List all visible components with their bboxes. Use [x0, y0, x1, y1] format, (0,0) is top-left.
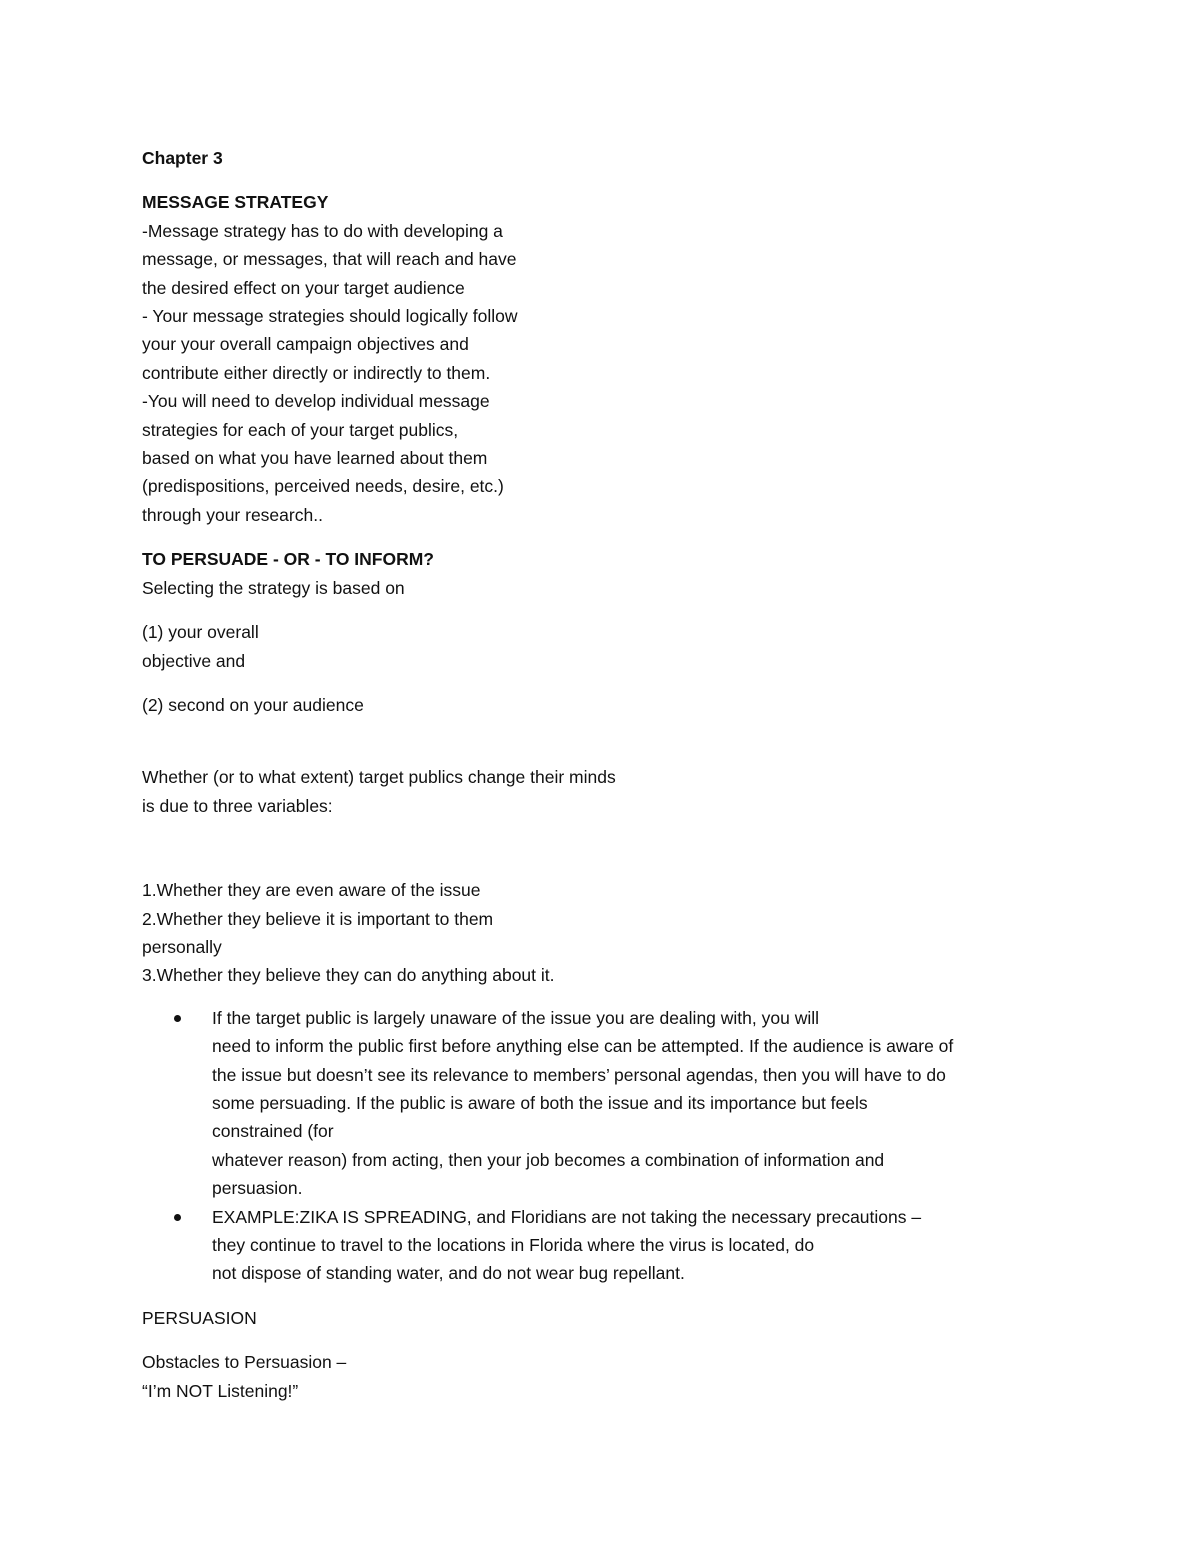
numbered-item: 2.Whether they believe it is important to them [142, 908, 494, 929]
body-line: constrained (for [212, 1121, 334, 1142]
numbered-item: 3.Whether they believe they can do anything about it. [142, 965, 555, 986]
numbered-item: (1) your overall [142, 622, 259, 643]
body-line: EXAMPLE:ZIKA IS SPREADING, and Floridians are not taking the necessary precautions – [212, 1206, 922, 1227]
body-line: the issue but doesn’t see its relevance to members’ personal agendas, then you will have to do [212, 1064, 946, 1085]
body-line: persuasion. [212, 1178, 303, 1199]
body-line: your your overall campaign objectives and [142, 334, 469, 355]
persuade-or-inform-section [142, 545, 1062, 719]
variables-section [142, 763, 1062, 989]
bullet-item [142, 1004, 1062, 1203]
body-line: contribute either directly or indirectly to them. [142, 362, 491, 383]
body-line: strategies for each of your target publics, [142, 419, 459, 440]
body-line: -You will need to develop individual message [142, 391, 490, 412]
numbered-item-continuation: objective and [142, 650, 246, 671]
section-heading: TO PERSUADE - OR - TO INFORM? [142, 549, 434, 570]
section-heading: MESSAGE STRATEGY [142, 192, 329, 213]
body-line: “I’m NOT Listening!” [142, 1380, 299, 1401]
bullet-icon [174, 1214, 181, 1221]
numbered-item: 1.Whether they are even aware of the issue [142, 880, 481, 901]
body-line: some persuading. If the public is aware of both the issue and its importance but feels [212, 1092, 868, 1113]
body-line: If the target public is largely unaware of the issue you are dealing with, you will [212, 1007, 819, 1028]
persuasion-section [142, 1304, 1062, 1405]
body-line: Obstacles to Persuasion – [142, 1352, 347, 1373]
body-line: need to inform the public first before anything else can be attempted. If the audience is aware of [212, 1036, 954, 1057]
bullet-item [142, 1203, 1062, 1288]
body-line: message, or messages, that will reach and have [142, 249, 517, 270]
body-line: the desired effect on your target audience [142, 277, 465, 298]
document-body [142, 144, 1062, 1405]
body-line: based on what you have learned about them [142, 448, 488, 469]
numbered-item: (2) second on your audience [142, 694, 364, 715]
numbered-item-continuation: personally [142, 936, 222, 957]
body-line: (predispositions, perceived needs, desire, etc.) [142, 476, 504, 497]
body-line: whatever reason) from acting, then your job becomes a combination of information and [212, 1149, 885, 1170]
chapter-title: Chapter 3 [142, 148, 223, 168]
body-line: is due to three variables: [142, 795, 333, 816]
bullet-list [142, 1004, 1062, 1288]
body-line: -Message strategy has to do with developing a [142, 220, 503, 241]
body-line: - Your message strategies should logically follow [142, 306, 518, 327]
body-line: through your research.. [142, 504, 323, 525]
section-heading: PERSUASION [142, 1307, 257, 1328]
body-line: Selecting the strategy is based on [142, 577, 405, 598]
bullet-icon [174, 1015, 181, 1022]
message-strategy-section [142, 188, 1062, 529]
body-line: not dispose of standing water, and do not wear bug repellant. [212, 1263, 685, 1284]
body-line: Whether (or to what extent) target publics change their minds [142, 767, 616, 788]
body-line: they continue to travel to the locations in Florida where the virus is located, do [212, 1235, 815, 1255]
